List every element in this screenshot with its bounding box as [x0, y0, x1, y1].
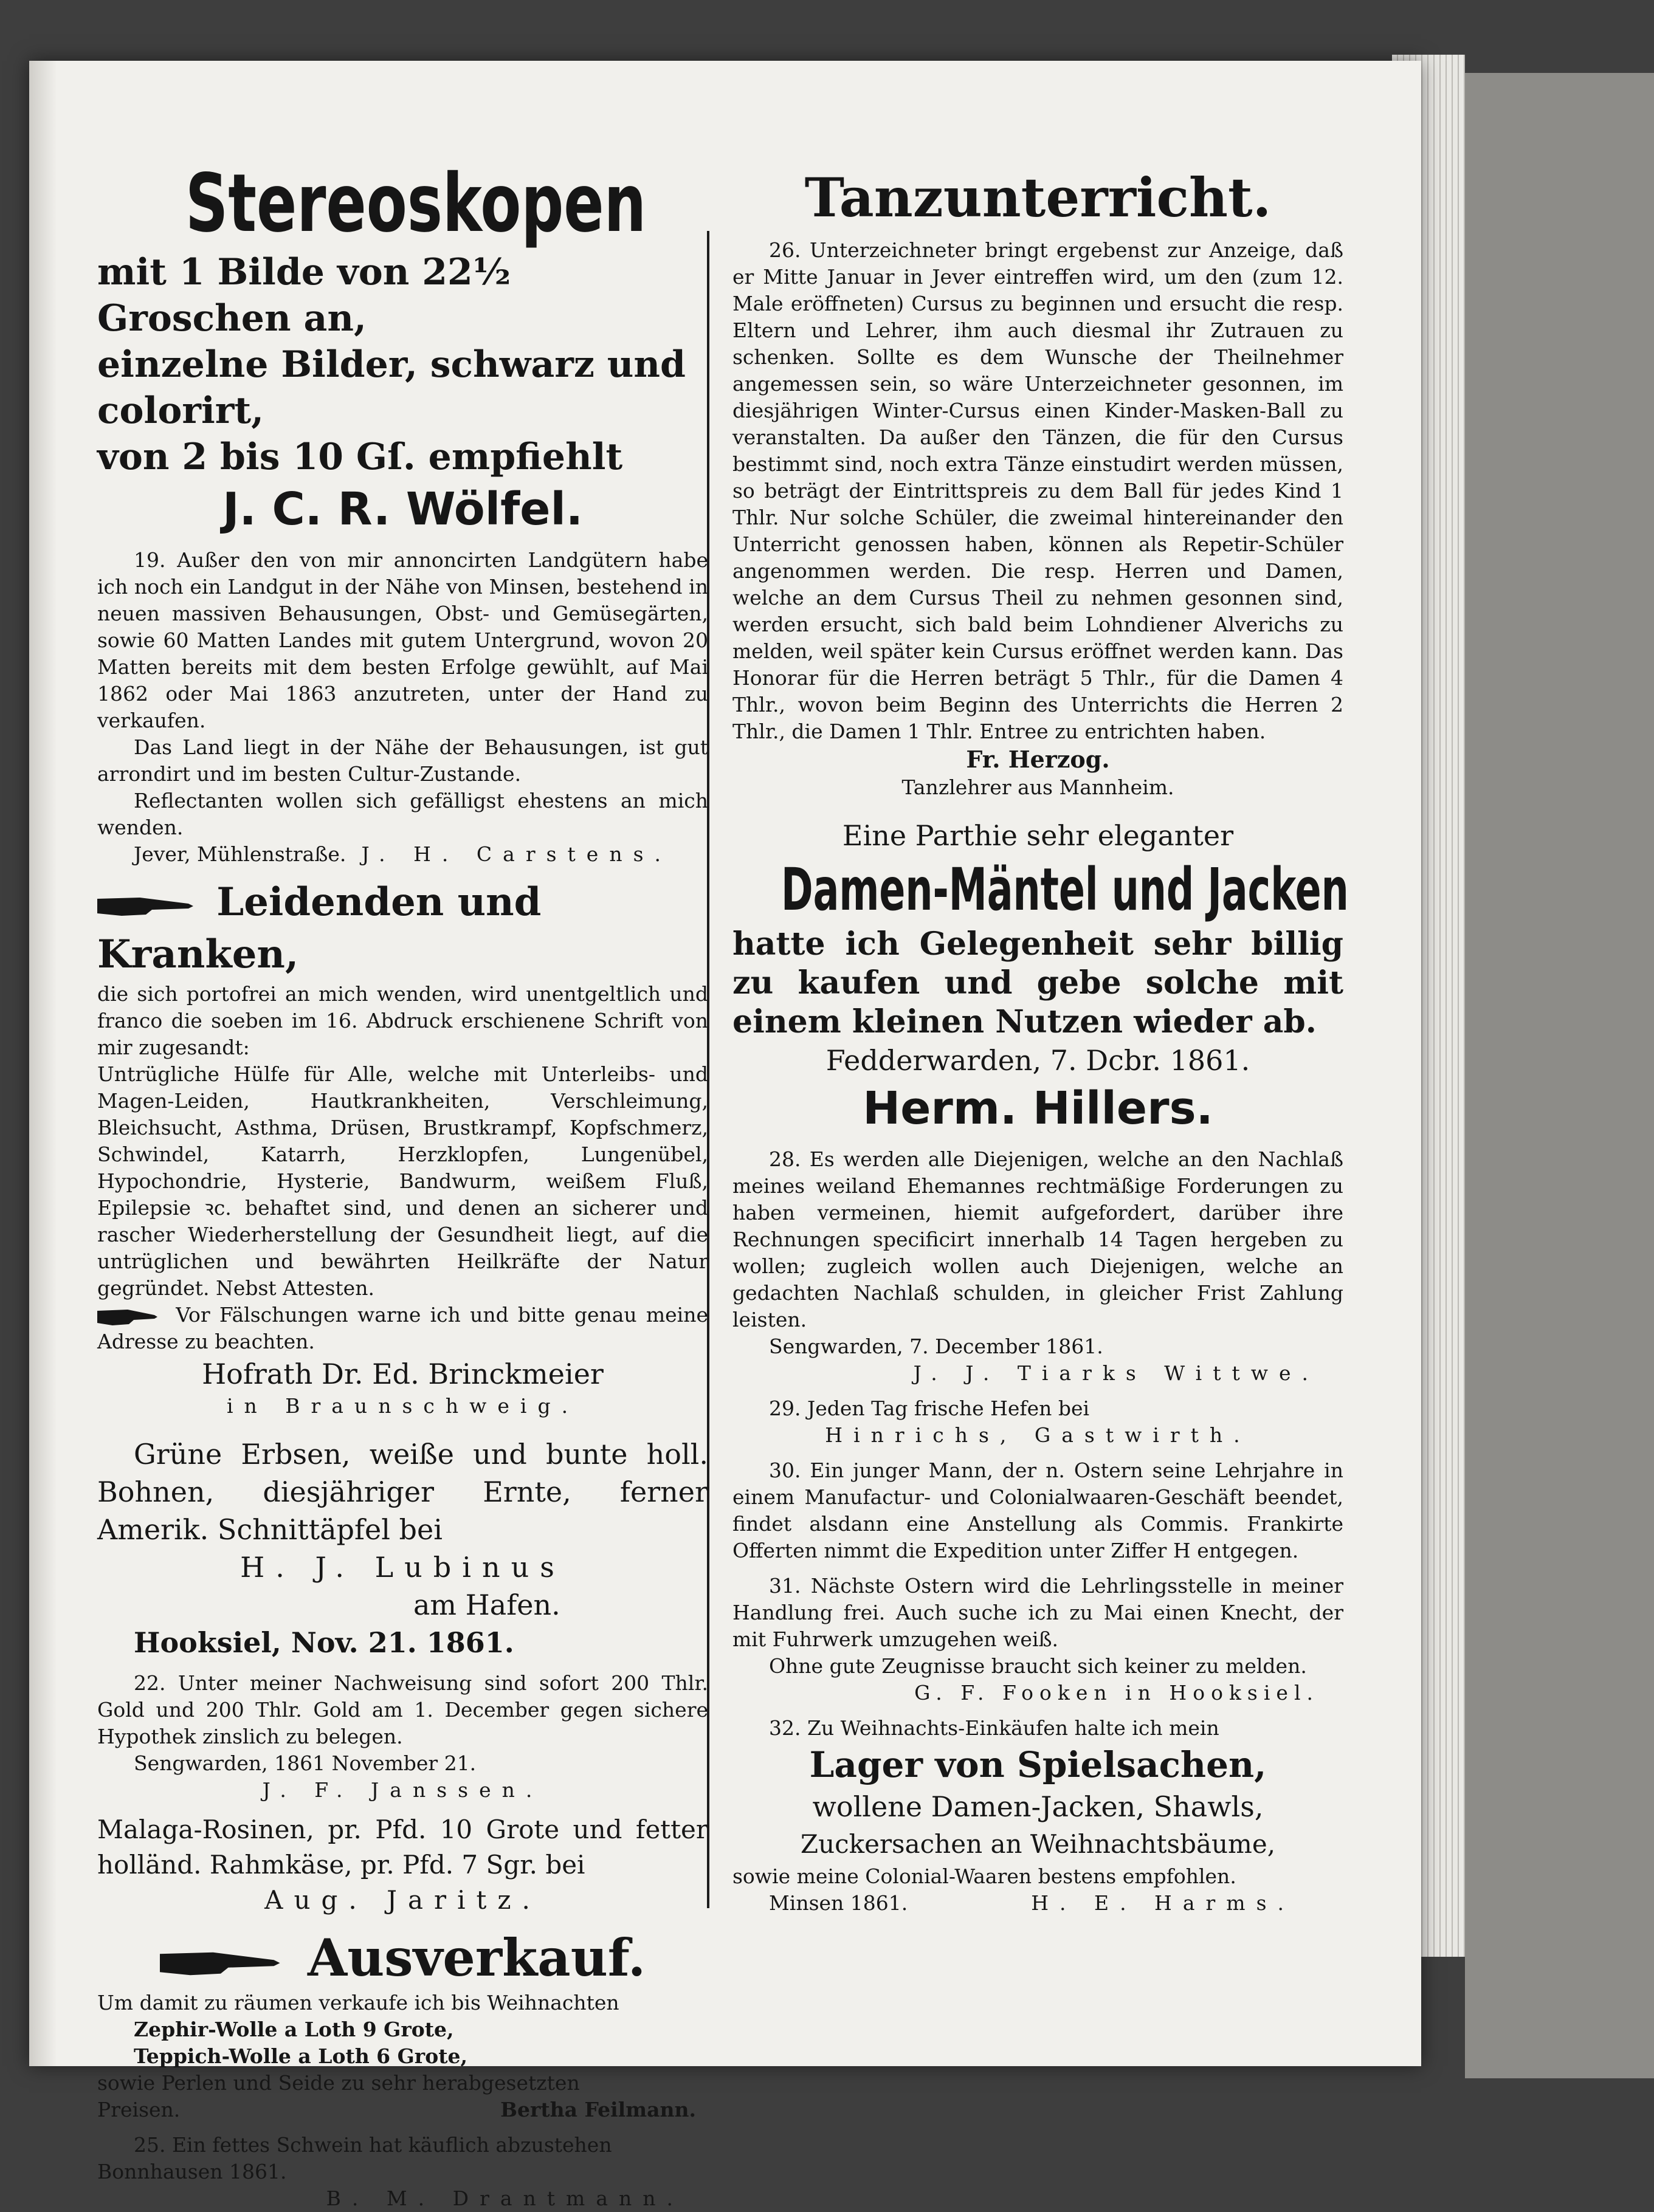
tanz-role: Tanzlehrer aus Mannheim.	[901, 775, 1174, 799]
ad29-signature: Hinrichs, Gastwirth.	[825, 1423, 1251, 1447]
binding-gutter	[29, 61, 57, 2066]
ad22-place: Sengwarden, 1861 November 21.	[134, 1751, 477, 1775]
ad22-signature: J. F. Janssen.	[262, 1778, 543, 1802]
leiden-city: in Braunschweig.	[226, 1394, 579, 1418]
ad-30	[732, 1457, 1343, 1564]
ad32-place: Minsen 1861.	[769, 1891, 908, 1915]
ad32-line2: Lager von Spielsachen,	[809, 1744, 1267, 1785]
stereo-line3: von 2 bis 10 Gſ. empfiehlt	[97, 436, 623, 478]
ad32-line1: 32. Zu Weihnachts-Einkäufen halte ich mein	[769, 1716, 1219, 1740]
stereo-line1: mit 1 Bilde von 22½ Groschen an,	[97, 251, 511, 340]
ad-malaga	[97, 1812, 708, 1918]
leiden-warning: Vor Fälschungen warne ich und bitte genau meine Adresse zu beachten.	[97, 1303, 708, 1353]
ausverkauf-line3: Teppich-Wolle a Loth 6 Grote,	[134, 2044, 467, 2068]
tanz-text: 26. Unterzeichneter bringt ergebenst zur Anzeige, daß er Mitte Januar in Jever eintreffen wird, um den (zum 12. Male eröffneten) Cursus zu beginnen und ersucht die resp. Eltern und Lehrer, ihm auch diesmal ihr Zutrauen zu schenken. Sollte es dem Wunsche der Theilnehmer angemessen sein, so wäre Unterzeichneter gesonnen, im diesjährigen Winter-Cursus einen Kinder-Masken-Ball zu veranstalten. Da außer den Tänzen, die für den Cursus bestimmt sind, noch extra Tänze einstudirt werden müssen, so beträgt der Eintrittspreis zu dem Ball für jedes Kind 1 Thlr. Nur solche Schüler, die zweimal hintereinander den Unterricht genossen haben, können als Repetir-Schüler angenommen werden. Die resp. Herren und Damen, welche an dem Cursus Theil zu nehmen gesonnen sind, werden ersucht, sich bald beim Lohndiener Alverichs zu melden, weil später kein Cursus eröffnet werden kann. Das Honorar für die Herren beträgt 5 Thlr., für die Damen 4 Thlr., wovon beim Beginn des Unterrichts die Herren 2 Thlr., die Damen 1 Thlr. Entree zu entrichten haben.	[732, 238, 1343, 743]
ad-leidenden	[97, 876, 708, 1420]
ad28-text: 28. Es werden alle Diejenigen, welche an den Nachlaß meines weiland Ehemannes rechtmäßige Forderungen zu haben vermeinen, hiemit aufgefordert, darüber ihre Rechnungen specificirt innerhalb 14 Tagen hergeben zu wollen; zugleich wollen auch Diejenigen, welche an gedachten Nachlaß schulden, in gleicher Frist Zahlung leisten.	[732, 1147, 1343, 1331]
ad31-signature: G. F. Fooken in Hooksiel.	[914, 1681, 1319, 1705]
ad-ausverkauf	[97, 1926, 708, 2123]
book-cover	[1465, 73, 1654, 2078]
ad19-signature: J. H. Carstens.	[361, 842, 672, 866]
ausverkauf-line2: Zephir-Wolle a Loth 9 Grote,	[134, 2018, 454, 2041]
stereoskopen-title: Stereoskopen	[185, 157, 647, 250]
ad-erbsen	[97, 1435, 708, 1661]
ad19-place: Jever, Mühlenstraße.	[134, 842, 346, 866]
pointing-hand-icon	[160, 1944, 281, 1980]
ad-maentel	[732, 817, 1349, 1138]
ad-tanzunterricht	[732, 158, 1343, 801]
ad32-signature: H. E. Harms.	[1031, 1891, 1295, 1915]
ad28-place: Sengwarden, 7. December 1861.	[769, 1334, 1103, 1358]
ausverkauf-signature: Bertha Feilmann.	[500, 2098, 696, 2121]
maentel-place: Fedderwarden, 7. Dcbr. 1861.	[825, 1044, 1250, 1077]
tanz-signature: Fr. Herzog.	[966, 746, 1110, 773]
ad-28	[732, 1146, 1343, 1387]
ad-29	[732, 1395, 1343, 1449]
ad-22	[97, 1670, 708, 1804]
malaga-text: Malaga-Rosinen, pr. Pfd. 10 Grote und fetter holländ. Rahmkäse, pr. Pfd. 7 Sgr. bei	[97, 1815, 708, 1880]
pointing-hand-icon	[97, 893, 195, 918]
ad32-line4: Zuckersachen an Weihnachtsbäume,	[800, 1829, 1276, 1859]
ad22-text: 22. Unter meiner Nachweisung sind sofort 200 Thlr. Gold und 200 Thlr. Gold am 1. December gegen sichere Hypothek zinslich zu belegen.	[97, 1671, 708, 1748]
ausverkauf-line1: Um damit zu räumen verkaufe ich bis Weihnachten	[97, 1991, 619, 2014]
malaga-signature: Aug. Jaritz.	[264, 1885, 541, 1915]
erbsen-location: am Hafen.	[413, 1589, 560, 1621]
ausverkauf-line5: Preisen.	[97, 2098, 181, 2121]
leiden-text: die sich portofrei an mich wenden, wird unentgeltlich und franco die soeben im 16. Abdruck erschienene Schrift von mir zugesandt:	[97, 982, 708, 1059]
stereo-line2: einzelne Bilder, schwarz und colorirt,	[97, 343, 686, 432]
leiden-signature: Hofrath Dr. Ed. Brinckmeier	[202, 1358, 604, 1390]
ad28-signature: J. J. Tiarks Wittwe.	[913, 1361, 1319, 1385]
ad19-text: 19. Außer den von mir annoncirten Landgütern habe ich noch ein Landgut in der Nähe von Minsen, bestehend in neuen massiven Behausungen, Obst- und Gemüsegärten, sowie 60 Matten Landes mit gutem Untergrund, wovon 20 Matten bereits mit dem besten Erfolge gewühlt, auf Mai 1862 oder Mai 1863 anzutreten, unter der Hand zu verkaufen.	[97, 548, 708, 732]
ad25-signature: B. M. Drantmann.	[326, 2186, 684, 2210]
erbsen-date: Hooksiel, Nov. 21. 1861.	[134, 1626, 514, 1659]
firm-hillers: Herm. Hillers.	[863, 1082, 1213, 1135]
ad-19	[97, 547, 708, 868]
maentel-text: hatte ich Gelegenheit sehr billig zu kaufen und gebe solche mit einem kleinen Nutzen wieder ab.	[732, 926, 1343, 1040]
ad31-text: 31. Nächste Ostern wird die Lehrlingsstelle in meiner Handlung frei. Auch suche ich zu Mai einen Knecht, der mit Fuhrwerk umzugehen weiß.	[732, 1574, 1343, 1651]
ausverkauf-heading: Ausverkauf.	[308, 1928, 646, 1988]
erbsen-signature: H. J. Lubinus	[240, 1551, 565, 1584]
ad31-text2: Ohne gute Zeugnisse braucht sich keiner zu melden.	[769, 1654, 1307, 1678]
ad-stereoskopen	[97, 158, 708, 538]
ad19-text2: Das Land liegt in der Nähe der Behausungen, ist gut arrondirt und im besten Cultur-Zustande.	[97, 735, 708, 786]
tanz-heading: Tanzunterricht.	[804, 166, 1272, 229]
firm-woelfel: J. C. R. Wölfel.	[222, 483, 583, 535]
leiden-text2: Untrügliche Hülfe für Alle, welche mit Unterleibs- und Magen-Leiden, Hautkrankheiten, Verschleimung, Bleichsucht, Asthma, Drüsen, Brustkrampf, Kopfschmerz, Schwindel, Katarrh, Herzklopfen, Lungenübel, Hypochondrie, Hysterie, Bandwurm, weißem Fluß, Epilepsie ꝛc. behaftet sind, und denen an sicherer und rascher Wiederherstellung der Gesundheit liegt, auf die untrüglichen und bewährten Heilkräfte der Natur gegründet. Nebst Attesten.	[97, 1062, 708, 1300]
maentel-title: Damen-Mäntel und Jacken	[781, 856, 1349, 924]
ad-32	[732, 1715, 1343, 1917]
right-column	[732, 158, 1349, 1917]
ad25-place: Bonnhausen 1861.	[97, 2160, 287, 2183]
maentel-line1: Eine Parthie sehr eleganter	[842, 819, 1234, 852]
ad32-line5: sowie meine Colonial-Waaren bestens empfohlen.	[732, 1864, 1236, 1888]
left-column	[97, 158, 708, 2212]
leiden-heading: Leidenden und Kranken,	[97, 879, 542, 977]
ad19-text3: Reflectanten wollen sich gefälligst ehestens an mich wenden.	[97, 789, 708, 839]
pointing-hand-icon	[97, 1306, 158, 1327]
ausverkauf-line4: sowie Perlen und Seide zu sehr herabgesetzten	[97, 2071, 580, 2095]
ad29-text: 29. Jeden Tag frische Hefen bei	[769, 1396, 1090, 1420]
ad-31	[732, 1573, 1343, 1706]
erbsen-text: Grüne Erbsen, weiße und bunte holl. Bohnen, diesjähriger Ernte, ferner Amerik. Schnittäpfel bei	[97, 1438, 708, 1546]
ad-25	[97, 2132, 708, 2212]
ad30-text: 30. Ein junger Mann, der n. Ostern seine Lehrjahre in einem Manufactur- und Colonialwaaren-Geschäft beendet, findet alsdann eine Anstellung als Commis. Frankirte Offerten nimmt die Expedition unter Ziffer H entgegen.	[732, 1458, 1343, 1562]
ad25-text: 25. Ein fettes Schwein hat käuflich abzustehen	[134, 2133, 612, 2157]
ad32-line3: wollene Damen-Jacken, Shawls,	[812, 1790, 1264, 1823]
